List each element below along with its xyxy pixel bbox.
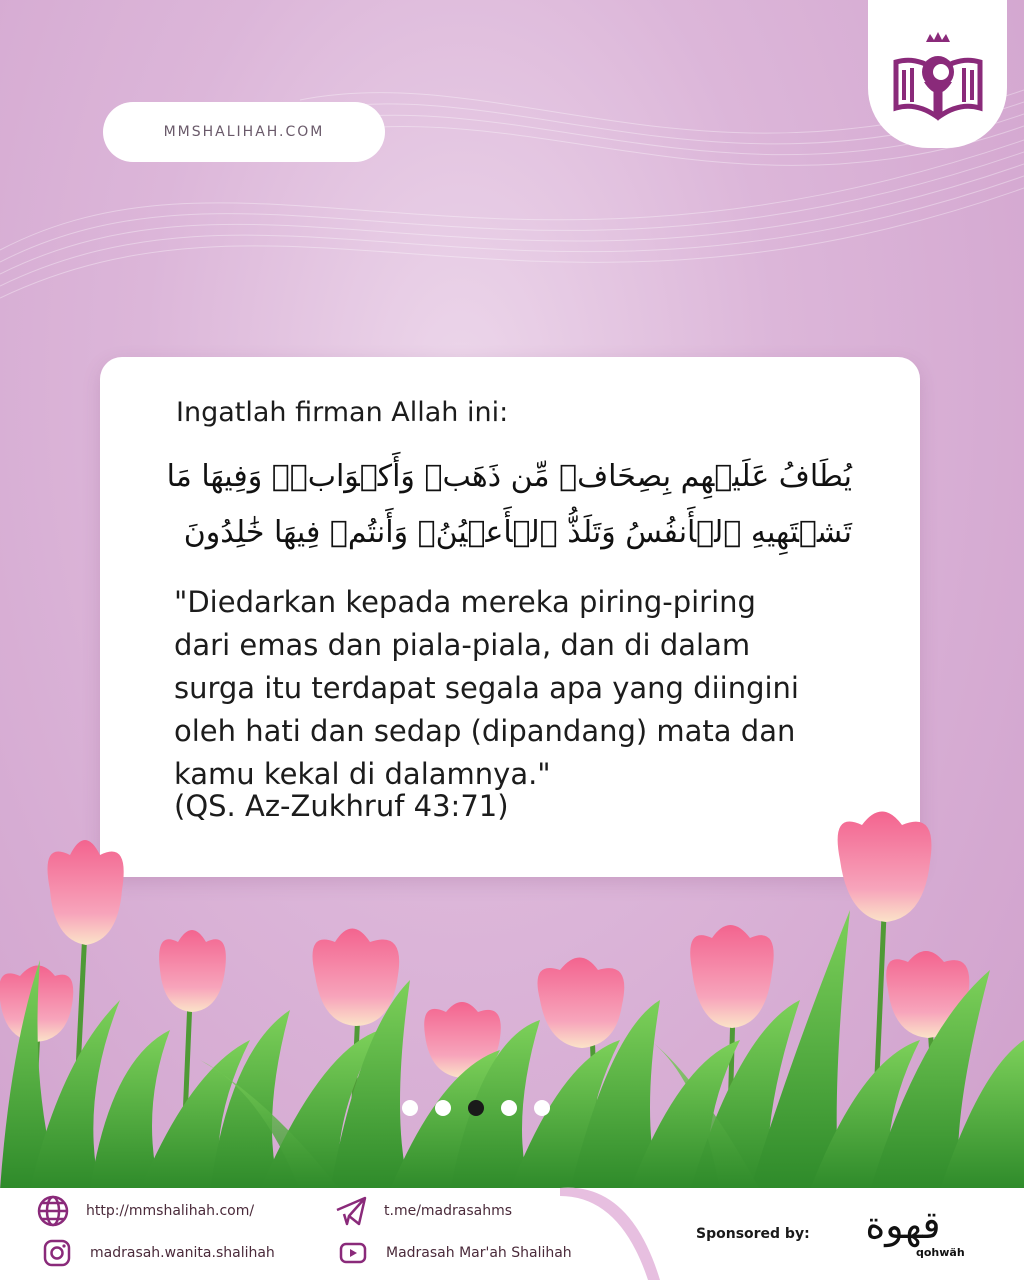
card-intro: Ingatlah firman Allah ini: — [176, 397, 509, 428]
carousel-dot[interactable] — [435, 1100, 451, 1116]
carousel-dot[interactable] — [402, 1100, 418, 1116]
website-url: http://mmshalihah.com/ — [86, 1203, 255, 1219]
arabic-line-2: تَشۡتَهِيهِ ٱلۡأَنفُسُ وَتَلَذُّ ٱلۡأَعۡيُنُۖ وَأَنتُمۡ فِيهَا خَٰلِدُونَ — [183, 515, 852, 550]
arabic-line-1: يُطَافُ عَلَيۡهِم بِصِحَافٖ مِّن ذَهَبٖ وَأَكۡوَابٖۖ وَفِيهَا مَا — [166, 459, 852, 494]
footer-swoosh — [560, 1182, 670, 1280]
sponsor-label: Sponsored by: — [696, 1226, 810, 1242]
youtube-channel: Madrasah Mar'ah Shalihah — [386, 1245, 572, 1261]
sponsor-logo — [838, 1202, 968, 1272]
sponsor-name-latin: qohwäh — [916, 1246, 965, 1259]
footer-youtube[interactable] — [336, 1236, 572, 1270]
youtube-icon — [336, 1236, 370, 1270]
carousel-dot-active[interactable] — [468, 1100, 484, 1116]
carousel-dot[interactable] — [534, 1100, 550, 1116]
verse-translation: "Diedarkan kepada mereka piring-piring dari emas dan piala-piala, dan di dalam surga itu terdapat segala apa yang diingini oleh hati dan sedap (dipandang) mata dan kamu kekal di dalamnya." — [174, 585, 799, 791]
website-pill[interactable] — [103, 102, 385, 162]
instagram-handle: madrasah.wanita.shalihah — [90, 1245, 275, 1261]
tulip-illustration — [0, 800, 1024, 1190]
carousel-dots — [402, 1100, 550, 1116]
instagram-icon — [40, 1236, 74, 1270]
brand-logo — [868, 0, 1007, 148]
telegram-link: t.me/madrasahms — [384, 1203, 513, 1219]
footer-telegram[interactable] — [334, 1194, 512, 1228]
arabic-verse — [160, 449, 852, 561]
footer-website[interactable] — [36, 1194, 254, 1228]
logo-icon — [886, 24, 990, 124]
carousel-dot[interactable] — [501, 1100, 517, 1116]
website-label: MMSHALIHAH.COM — [163, 124, 325, 140]
footer-instagram[interactable] — [40, 1236, 275, 1270]
sponsor-name-arabic: قهوة — [865, 1203, 941, 1247]
verse-reference: (QS. Az-Zukhruf 43:71) — [174, 789, 509, 823]
telegram-icon — [334, 1194, 368, 1228]
verse-card — [100, 357, 920, 877]
globe-icon — [36, 1194, 70, 1228]
